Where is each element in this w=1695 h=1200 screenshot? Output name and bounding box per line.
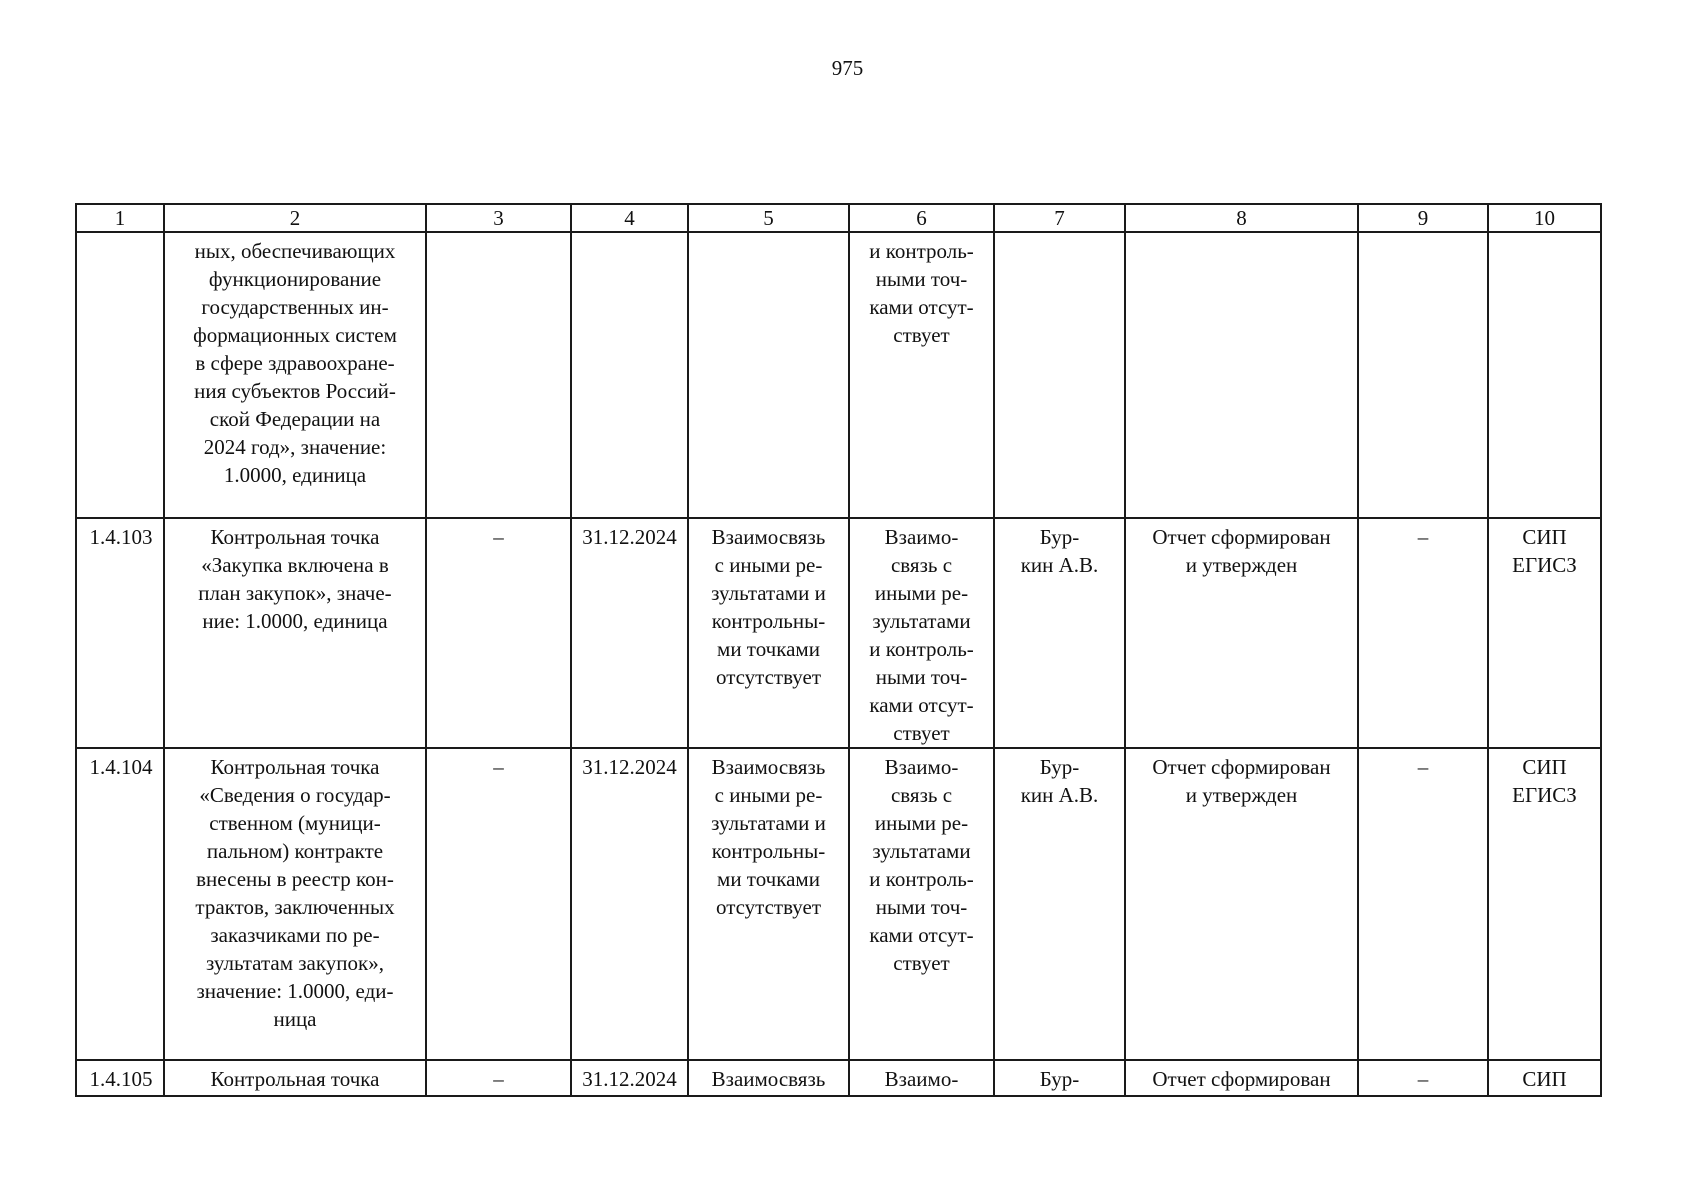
row-col9 <box>1358 232 1488 518</box>
table-row <box>76 748 1601 1060</box>
row-col5: Взаимосвязь <box>688 1060 849 1096</box>
row-description: Контрольная точка «Закупка включена в план закупок», значе- ние: 1.0000, единица <box>164 518 426 748</box>
row-responsible: Бур- кин А.В. <box>994 518 1125 748</box>
row-responsible: Бур- кин А.В. <box>994 748 1125 1060</box>
table-row <box>76 518 1601 748</box>
row-col6: и контроль- ными точ- ками отсут- ствует <box>849 232 994 518</box>
row-responsible: Бур- <box>994 1060 1125 1096</box>
row-system <box>1488 232 1601 518</box>
column-header: 2 <box>164 204 426 232</box>
table-row <box>76 232 1601 518</box>
column-header: 4 <box>571 204 688 232</box>
row-number: 1.4.104 <box>76 748 164 1060</box>
row-col5: Взаимосвязь с иными ре- зультатами и контрольны- ми точками отсутствует <box>688 518 849 748</box>
row-result: Отчет сформирован и утвержден <box>1125 748 1358 1060</box>
column-header: 8 <box>1125 204 1358 232</box>
row-col9: – <box>1358 1060 1488 1096</box>
column-header: 6 <box>849 204 994 232</box>
row-col3: – <box>426 518 571 748</box>
row-col6: Взаимо- <box>849 1060 994 1096</box>
page-number: 975 <box>831 56 864 80</box>
column-header: 3 <box>426 204 571 232</box>
row-col6: Взаимо- связь с иными ре- зультатами и контроль- ными точ- ками отсут- ствует <box>849 748 994 1060</box>
row-result: Отчет сформирован и утвержден <box>1125 518 1358 748</box>
column-header: 5 <box>688 204 849 232</box>
row-result: Отчет сформирован <box>1125 1060 1358 1096</box>
control-points-table <box>75 203 1602 1097</box>
row-col5: Взаимосвязь с иными ре- зультатами и контрольны- ми точками отсутствует <box>688 748 849 1060</box>
row-description: ных, обеспечивающих функционирование государственных ин- формационных систем в сфере здравоохране- ния субъектов Россий- ской Федерации на 2024 год», значение: 1.0000, единица <box>164 232 426 518</box>
row-system: СИП <box>1488 1060 1601 1096</box>
column-header: 9 <box>1358 204 1488 232</box>
row-number: 1.4.105 <box>76 1060 164 1096</box>
row-col3: – <box>426 1060 571 1096</box>
row-system: СИП ЕГИСЗ <box>1488 748 1601 1060</box>
column-header: 10 <box>1488 204 1601 232</box>
row-description: Контрольная точка «Сведения о государ- ственном (муници- пальном) контракте внесены в реестр кон- трактов, заключенных заказчиками по ре- зультатам закупок», значение: 1.0000, еди- ница <box>164 748 426 1060</box>
column-header: 1 <box>76 204 164 232</box>
row-col3 <box>426 232 571 518</box>
row-date: 31.12.2024 <box>571 518 688 748</box>
row-number: 1.4.103 <box>76 518 164 748</box>
row-date: 31.12.2024 <box>571 1060 688 1096</box>
row-col5 <box>688 232 849 518</box>
row-col9: – <box>1358 748 1488 1060</box>
column-header: 7 <box>994 204 1125 232</box>
table-row <box>76 1060 1601 1096</box>
row-result <box>1125 232 1358 518</box>
row-system: СИП ЕГИСЗ <box>1488 518 1601 748</box>
row-date: 31.12.2024 <box>571 748 688 1060</box>
row-number <box>76 232 164 518</box>
row-date <box>571 232 688 518</box>
row-col3: – <box>426 748 571 1060</box>
row-col6: Взаимо- связь с иными ре- зультатами и контроль- ными точ- ками отсут- ствует <box>849 518 994 748</box>
row-col9: – <box>1358 518 1488 748</box>
row-description: Контрольная точка <box>164 1060 426 1096</box>
table-header-row <box>76 204 1601 232</box>
row-responsible <box>994 232 1125 518</box>
